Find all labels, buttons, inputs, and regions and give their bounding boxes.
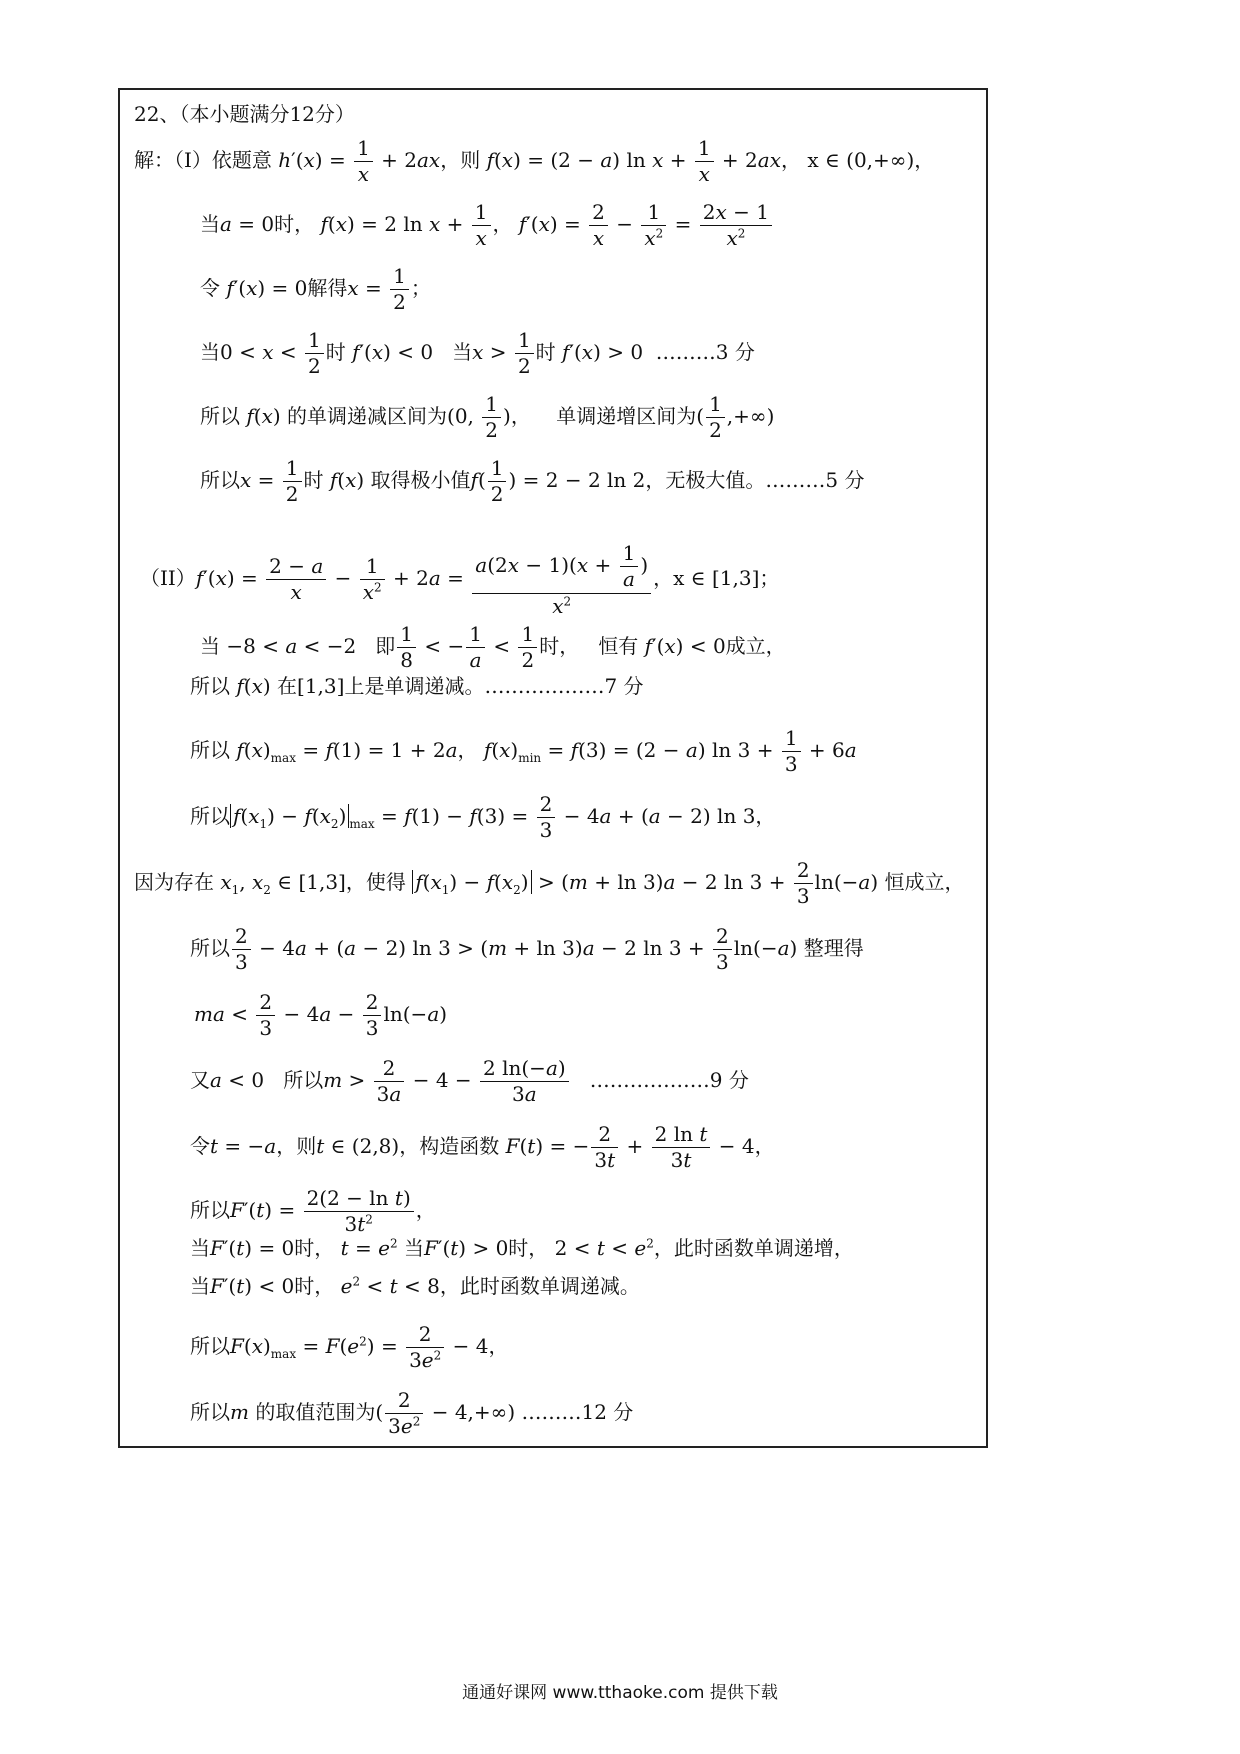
text: ，使得 bbox=[345, 870, 406, 894]
p1-line2: 当a = 0时， f(x) = 2 ln x + $\frac{1}{x}$ ， f′(x) = $\frac{2}{x}$ − $\frac{1}{x^2}$ = $\frac{2x - 1}{x^2}$ bbox=[200, 200, 774, 251]
p2-line2: 当 −8 < a < −2 即 $\frac{1}{8}$ < − $\frac{1}{a}$ < $\frac{1}{2}$ 时， 恒有 f′(x) < 0成立， bbox=[200, 622, 786, 672]
p2-line4: 所以 $f(x)_{max} = f(1) = 1 + 2a$， $f(x)_{min} = f(3) = (2 - a)$ ln 3 + $\frac{1}{3}$ + 6a bbox=[190, 726, 857, 776]
text: 当 bbox=[200, 340, 220, 364]
text: 当 bbox=[190, 1236, 210, 1260]
text: 所以 bbox=[190, 674, 230, 698]
text: 时 bbox=[325, 340, 346, 364]
text: 又 bbox=[190, 1068, 210, 1092]
p2-line8: ma < $\frac{2}{3}$ − 4a − $\frac{2}{3}$ ln(−a) bbox=[194, 990, 448, 1040]
text: （II） bbox=[140, 566, 196, 590]
text: 时， bbox=[274, 212, 315, 236]
p2-line14: 所以$F(x)_{max} = F(e^2)$ = $\frac{2}{3e^2}$ − 4， bbox=[190, 1322, 509, 1372]
text: 时， bbox=[294, 1236, 335, 1260]
text: 取得极小值 bbox=[370, 468, 471, 492]
text: ，x ∈ [1,3]； bbox=[653, 566, 780, 590]
text: 所以 bbox=[190, 936, 230, 960]
text: 即 bbox=[375, 634, 396, 658]
text: 令 bbox=[200, 276, 220, 300]
text: 当 bbox=[200, 212, 220, 236]
p1-line3: 令 f′(x) = 0解得x = $\frac{1}{2}$ ； bbox=[200, 264, 431, 314]
text: 解得 bbox=[307, 276, 348, 300]
text: 所以 bbox=[283, 1068, 324, 1092]
text: ，此时函数单调递减。 bbox=[439, 1274, 640, 1298]
text: 时 bbox=[303, 468, 324, 492]
text: 时， bbox=[539, 634, 580, 658]
score: ………12 分 bbox=[521, 1400, 634, 1424]
text: ，构造函数 bbox=[399, 1134, 500, 1158]
text: 当 bbox=[200, 634, 220, 658]
p2-line11: 所以F′(t) = $\frac{\text{2(2 − ln t)}}{3t^2}$ ， bbox=[190, 1186, 436, 1236]
text: 时 bbox=[535, 340, 556, 364]
score: ………………9 分 bbox=[589, 1068, 749, 1092]
problem-header: 22、（本小题满分12分） bbox=[134, 102, 355, 126]
p2-line12: 当F′(t) = 0时， $t = e^2$ 当F′(t) > 0时， $2 < t < e^2$，此时函数单调递增， bbox=[190, 1236, 854, 1260]
text: 时， bbox=[294, 1274, 335, 1298]
text: 的取值范围为 bbox=[255, 1400, 376, 1424]
p2-line15: 所以m 的取值范围为( $\frac{2}{3e^2}$ − 4,+∞) ………12 分 bbox=[190, 1388, 634, 1438]
text: ，则 bbox=[440, 148, 481, 172]
p2-line10: 令t = −a，则t ∈ (2,8)，构造函数 F(t) = − $\frac{2}{3t}$ + $\frac{\text{2 ln t}}{3t}$ − 4， bbox=[190, 1122, 775, 1172]
score: ………5 分 bbox=[765, 468, 865, 492]
text: 所以 bbox=[190, 1334, 230, 1358]
text: 当 bbox=[190, 1274, 210, 1298]
text: 恒成立， bbox=[884, 870, 965, 894]
p2-line5: 所以 $f(x_1) - f(x_2) _{max} = f(1) - f(3)$ = $\frac{2}{3}$ − 4a + (a − 2) ln 3， bbox=[190, 792, 776, 842]
p1-line4: 当0 < x < $\frac{1}{2}$ 时 f′(x) < 0 当x > $\frac{1}{2}$ 时 f′(x) > 0 ………3 分 bbox=[200, 328, 755, 378]
text: ，无极大值。 bbox=[645, 468, 766, 492]
text: 在 bbox=[277, 674, 298, 698]
text: ， x ∈ (0,+∞)， bbox=[780, 148, 935, 172]
text: 当 bbox=[404, 1236, 425, 1260]
text: 的单调递减区间为 bbox=[287, 404, 448, 428]
text: 所以 bbox=[190, 738, 230, 762]
p1-line5: 所以 f(x) 的单调递减区间为(0, $\frac{1}{2}$ )， 单调递增区间为( $\frac{1}{2}$ ,+∞) bbox=[200, 392, 775, 442]
score: ………3 分 bbox=[655, 340, 755, 364]
text: 恒有 bbox=[598, 634, 639, 658]
footer-source: 通通好课网 www.tthaoke.com 提供下载 bbox=[462, 1683, 778, 1703]
text: 时， bbox=[508, 1236, 549, 1260]
text: m bbox=[230, 1400, 249, 1424]
text: 当 bbox=[452, 340, 473, 364]
text: 所以 bbox=[190, 1198, 230, 1222]
text: 成立， bbox=[725, 634, 786, 658]
text: 令 bbox=[190, 1134, 210, 1158]
text: 单调递增区间为 bbox=[556, 404, 697, 428]
p2-line13: 当F′(t) < 0时， $e^2 < t < 8$，此时函数单调递减。 bbox=[190, 1274, 640, 1298]
p2-line9: 又a < 0 所以m > $\frac{2}{3a}$ − 4 − $\frac{2 \ln(-a)}{3a}$ ………………9 分 bbox=[190, 1056, 749, 1106]
p2-line1: （II）f′(x) = $\frac{2 - a}{x}$ − $\frac{1}{x^2}$ + 2a = a(2x − 1)(x + $\frac{1}{a}$ ) $x^2$ ，x ∈ [1,3]； bbox=[140, 541, 780, 618]
text: 解：（I）依题意 bbox=[134, 148, 272, 172]
text: 所以 bbox=[190, 1400, 230, 1424]
p1-line1: 解：（I）依题意 h′(x) = $\frac{1}{x}$ + 2ax，则 f(x) = (2 − a) ln x + $\frac{1}{x}$ + 2ax， x ∈ (0,+∞)， bbox=[134, 136, 935, 186]
text: 所以 bbox=[200, 468, 240, 492]
text: 所以 bbox=[200, 404, 240, 428]
p2-line3: 所以 f(x) 在[1,3]上是单调递减。………………7 分 bbox=[190, 674, 644, 698]
text: ，此时函数单调递增， bbox=[653, 1236, 854, 1260]
p2-line6: 因为存在 $x_1$, $x_2$ ∈ [1,3]，使得 $f(x_1) - f(x_2) > (m + \ln 3)a - 2$ ln 3 + $\frac{2}{3}$ ln(−a) 恒成立， bbox=[134, 858, 965, 908]
p2-line7: 所以 $\frac{2}{3}$ − 4a + (a − 2) ln 3 > (m + ln 3)a − 2 ln 3 + $\frac{2}{3}$ ln(−a) 整理得 bbox=[190, 924, 864, 974]
text: 整理得 bbox=[803, 936, 864, 960]
score: ………………7 分 bbox=[484, 674, 644, 698]
text: 因为存在 bbox=[134, 870, 214, 894]
text: 上是单调递减。 bbox=[344, 674, 485, 698]
p1-line6: 所以x = $\frac{1}{2}$ 时 f(x) 取得极小值f( $\frac{1}{2}$ ) = 2 − 2 ln 2，无极大值。………5 分 bbox=[200, 456, 865, 506]
text: 所以 bbox=[190, 804, 230, 828]
text: ，则 bbox=[276, 1134, 317, 1158]
